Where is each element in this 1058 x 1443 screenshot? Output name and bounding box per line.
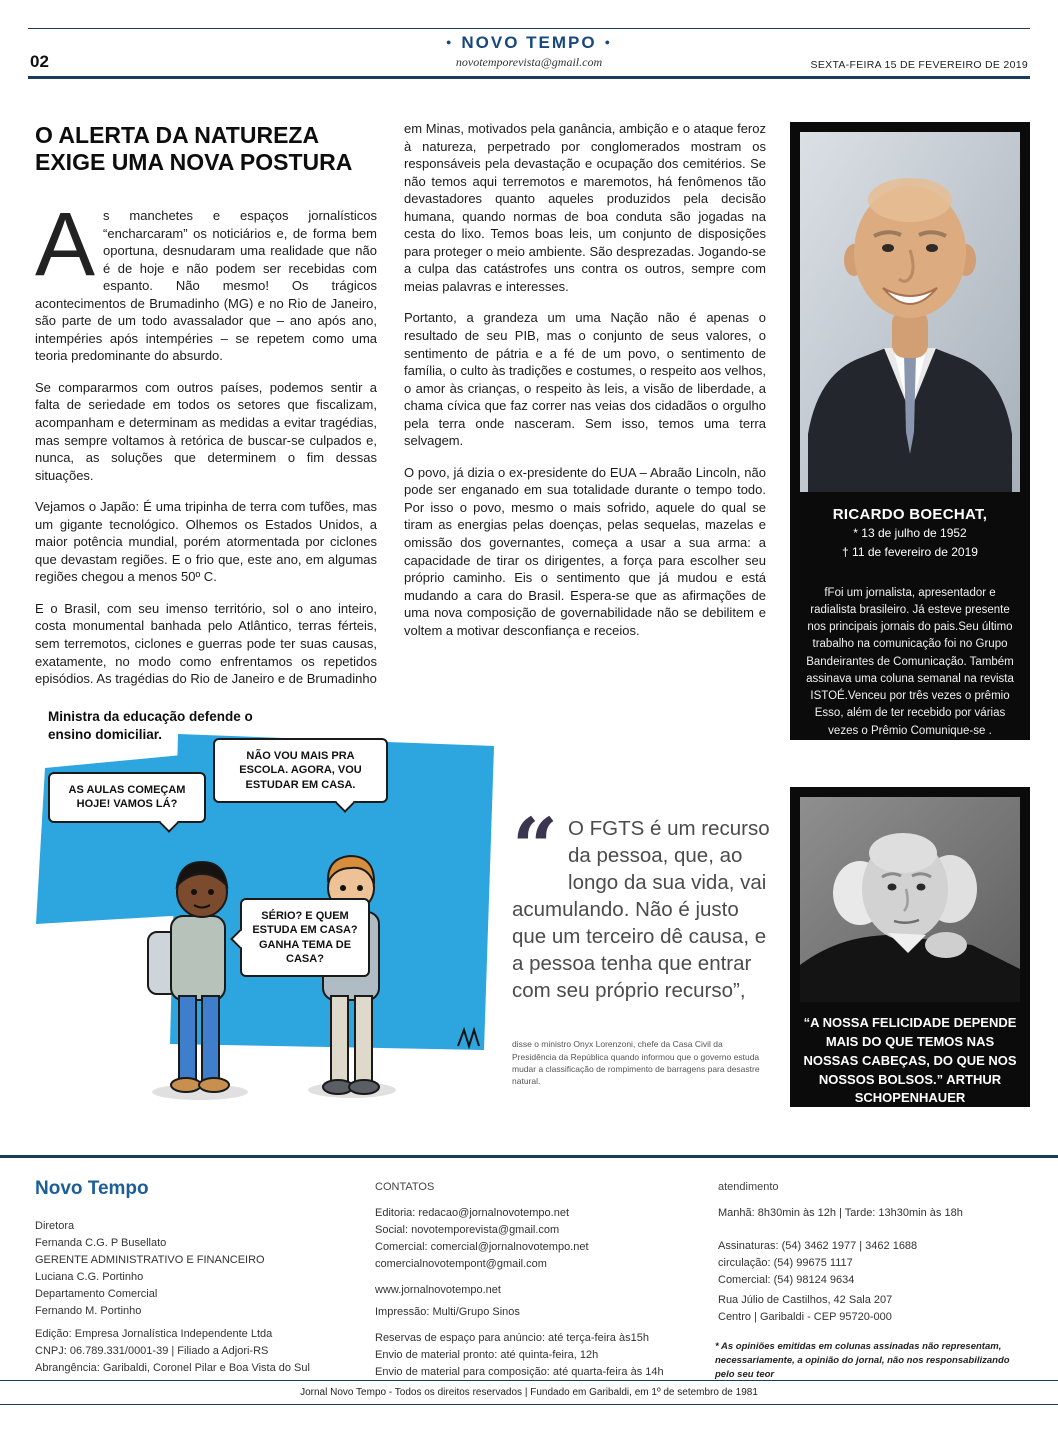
cartoon-caption: Ministra da educação defende o ensino domiciliar. bbox=[48, 709, 253, 742]
obituary-name: RICARDO BOECHAT, bbox=[832, 506, 988, 523]
schopenhauer-box bbox=[790, 787, 1030, 1107]
footer-staff bbox=[35, 1218, 355, 1320]
header-top-rule bbox=[28, 28, 1030, 29]
company-line: Abrangência: Garibaldi, Coronel Pilar e Boa Vista do Sul bbox=[35, 1362, 310, 1375]
page-number: 02 bbox=[30, 52, 49, 71]
printing-info: Impressão: Multi/Grupo Sinos bbox=[375, 1306, 520, 1318]
phone-line: circulação: (54) 99675 1117 bbox=[718, 1257, 853, 1270]
staff-line: Fernando M. Portinho bbox=[35, 1305, 142, 1318]
schopenhauer-quote: “A NOSSA FELICIDADE DEPENDE MAIS DO QUE TEMOS NAS NOSSAS CABEÇAS, DO QUE NOS NOSSOS BOLSOS.” ARTHUR SCHOPENHAUER bbox=[803, 1015, 1017, 1106]
article-column-1 bbox=[35, 195, 377, 702]
drop-cap: A bbox=[35, 195, 96, 295]
contact-line: Comercial: comercial@jornalnovotempo.net bbox=[375, 1241, 589, 1254]
deadlines-list bbox=[375, 1330, 705, 1381]
obituary-box bbox=[790, 122, 1030, 740]
staff-line: Departamento Comercial bbox=[35, 1288, 158, 1301]
service-hours: Manhã: 8h30min às 12h | Tarde: 13h30min às 18h bbox=[718, 1207, 963, 1219]
paragraph-text: s manchetes e espaços jornalísticos “encharcaram” os noticiários e, de forma bem oportuna, desnudaram uma realidade que não é de hoje e não podem ser recebidas com espanto. Não mesmo! Os trágicos acontecimentos de Brumadinho (MG) e no Rio de Janeiro, são parte de um todo avassalador que – ano após ano, intempéries após intempéries – se repetem como uma teoria predominante do absurdo. bbox=[35, 208, 377, 364]
speech-bubble-1 bbox=[48, 772, 206, 823]
footer-rule bbox=[0, 1155, 1058, 1158]
article-paragraph: Se compararmos com outros países, podemos sentir a falta de seriedade em todos os setores que fiscalizam, acompanham e determinam as medidas a evitar tragédias, mas sempre voltamos à retórica de buscar-se culpados e, nunca, as soluções que determinem o fim dessas situações. bbox=[35, 379, 377, 483]
company-line: CNPJ: 06.789.331/0001-39 | Filiado a Adjori-RS bbox=[35, 1345, 269, 1358]
pull-quote bbox=[512, 800, 774, 1088]
article-headline: O ALERTA DA NATUREZA EXIGE UMA NOVA POSTURA bbox=[35, 122, 353, 176]
article-paragraph: em Minas, motivados pela ganância, ambição e o ataque feroz à natureza, perpetrado por conglomerados mostram os responsáveis pela devastação e ocupação dos cemitérios. Se não temos aqui terremotos e maremotos, há fenômenos tão devastadores quanto aqueles produzidos pela decisão humana, quando normas de boa conduta são jogadas na cesta do lixo. Temos boas leis, um conjunto de disposições para proteger o meio ambiente. São desprezadas. Jogando-se a culpa das catástrofes uns contra os outros, sempre com meias palavras e interesses. bbox=[404, 121, 766, 294]
masthead-title: NOVO TEMPO bbox=[461, 33, 597, 52]
masthead-bullet-right-icon: ● bbox=[604, 37, 613, 47]
contact-line: comercialnovotempont@gmail.com bbox=[375, 1258, 547, 1271]
contact-line: Social: novotemporevista@gmail.com bbox=[375, 1224, 560, 1237]
editorial-cartoon bbox=[30, 700, 510, 1130]
pull-quote-attribution: disse o ministro Onyx Lorenzoni, chefe da Casa Civil da Presidência da República quando informou que o governo estuda mudar a classificação de rompimento de barragens para desastre natural. bbox=[512, 1039, 760, 1087]
obituary-bio: fFoi um jornalista, apresentador e radialista brasileiro. Já esteve presente nos principais jornais do pais.Seu último trabalho na comunicação foi no Grupo Bandeirantes de Comunicação. Também assinava uma coluna semanal na revista ISTOÉ.Venceu por três vezes o prêmio Esso, além de ter recebido por várias vezes o Prêmio Comunique-se . bbox=[806, 586, 1014, 737]
company-line: Edição: Empresa Jornalística Independente Ltda bbox=[35, 1328, 273, 1340]
staff-line: GERENTE ADMINISTRATIVO E FINANCEIRO bbox=[35, 1254, 265, 1267]
arthur-schopenhauer-photo bbox=[800, 797, 1020, 1002]
masthead-bullet-left-icon: ● bbox=[445, 37, 454, 47]
article-paragraph: O povo, já dizia o ex-presidente do EUA – Abraão Lincoln, não pode ser enganado em sua totalidade durante o tempo todo. Por isso o povo, mesmo o mais sofrido, aquele do qual se tiram as energias pelas doenças, pelas sequelas, mazelas e omissão dos governantes, começa a usar a sua arma: a capacidade de tirar os dirigentes, a força para escolher seu próprio caminho. Eis o sentimento que já mudou e está mudando a cara do Brasil. Espera-se que as afirmações de uma nova composição de governabilidade não se debilitem e voltem a motivar desconfiança e receios. bbox=[404, 464, 766, 638]
footer-company-info bbox=[35, 1326, 365, 1377]
deadline-line: Envio de material para composição: até quarta-feira às 14h bbox=[375, 1366, 664, 1379]
obituary-birth-date: * 13 de julho de 1952 bbox=[853, 526, 967, 540]
issue-date: SEXTA-FEIRA 15 DE FEVEREIRO DE 2019 bbox=[810, 59, 1028, 71]
opinion-disclaimer: * As opiniões emitidas em colunas assinadas não representam, necessariamente, a opinião do jornal, não nos responsabilizando pelo seu teor bbox=[715, 1341, 1010, 1380]
service-phones bbox=[718, 1238, 1033, 1289]
address-line: Centro | Garibaldi - CEP 95720-000 bbox=[718, 1311, 892, 1324]
quote-mark-icon: “ bbox=[512, 800, 559, 894]
article-paragraph: Vejamos o Japão: É uma tripinha de terra com tufões, mas um gigante tecnológico. Olhemos os Estados Unidos, a maior potência mundial, porém atormentada por ciclones que devastam regiões. E o frio que, este ano, em algumas regiões chegou a menos 50º C. bbox=[35, 499, 377, 585]
obituary-death-date: † 11 de fevereiro de 2019 bbox=[842, 544, 978, 559]
phone-line: Comercial: (54) 98124 9634 bbox=[718, 1274, 855, 1287]
contact-line: Editoria: redacao@jornalnovotempo.net bbox=[375, 1207, 570, 1219]
header-bottom-rule bbox=[28, 76, 1030, 79]
deadline-line: Reservas de espaço para anúncio: até terça-feira às15h bbox=[375, 1332, 649, 1344]
deadline-line: Envio de material pronto: até quinta-feira, 12h bbox=[375, 1349, 599, 1362]
staff-line: Luciana C.G. Portinho bbox=[35, 1271, 144, 1284]
staff-line: Diretora bbox=[35, 1220, 75, 1232]
contacts-list bbox=[375, 1205, 695, 1273]
service-heading: atendimento bbox=[718, 1181, 779, 1193]
bottom-strip: Jornal Novo Tempo - Todos os direitos reservados | Fundado em Garibaldi, em 1º de setembro de 1981 bbox=[0, 1380, 1058, 1405]
ricardo-boechat-photo bbox=[800, 132, 1020, 492]
article-column-2 bbox=[404, 120, 766, 653]
address-line: Rua Júlio de Castilhos, 42 Sala 207 bbox=[718, 1294, 893, 1306]
footer-masthead-title: Novo Tempo bbox=[35, 1178, 149, 1199]
article-paragraph: Portanto, a grandeza um uma Nação não é apenas o resultado de seu PIB, mas o conjunto de seus valores, o sentimento de pátria e a fé de um povo, o sentimento de família, o culto às tradições e costumes, o respeito aos velhos, o amor às crianças, o respeito às leis, a visão de liberdade, a chama cívica que faz correr nas veias dos cidadãos o orgulho pela terra onde nasceram. Sem isso, temos uma terra selvagem. bbox=[404, 310, 766, 449]
website-url: www.jornalnovotempo.net bbox=[375, 1284, 501, 1296]
speech-bubble-text: AS AULAS COMEÇAM HOJE! VAMOS LÁ? bbox=[68, 784, 186, 811]
speech-bubble-2 bbox=[213, 738, 388, 803]
phone-line: Assinaturas: (54) 3462 1977 | 3462 1688 bbox=[718, 1240, 918, 1252]
service-address bbox=[718, 1292, 1033, 1326]
contacts-heading: CONTATOS bbox=[375, 1181, 435, 1193]
speech-bubble-text: NÃO VOU MAIS PRA ESCOLA. AGORA, VOU ESTUDAR EM CASA. bbox=[239, 750, 362, 791]
pull-quote-text: O FGTS é um recurso da pessoa, que, ao longo da sua vida, vai acumulando. Não é justo que um terceiro dê causa, e a pessoa tenha que entrar com seu próprio recurso”, bbox=[512, 817, 770, 1003]
article-paragraph bbox=[35, 195, 377, 365]
article-paragraph: E o Brasil, com seu imenso território, sol o ano inteiro, costa monumental banhada pelo Atlântico, terras férteis, sem terremotos, ciclones e guerras pode ter suas causas, exatamente, no modo como enfrentamos os repetidos episódios. As tragédias do Rio de Janeiro e de Brumadinho bbox=[35, 600, 377, 687]
staff-line: Fernanda C.G. P Busellato bbox=[35, 1237, 167, 1250]
masthead-email: novotemporevista@gmail.com bbox=[455, 55, 603, 69]
speech-bubble-3 bbox=[240, 898, 370, 977]
speech-bubble-text: SÉRIO? E QUEM ESTUDA EM CASA? GANHA TEMA DE CASA? bbox=[252, 910, 358, 965]
masthead bbox=[0, 33, 1058, 53]
